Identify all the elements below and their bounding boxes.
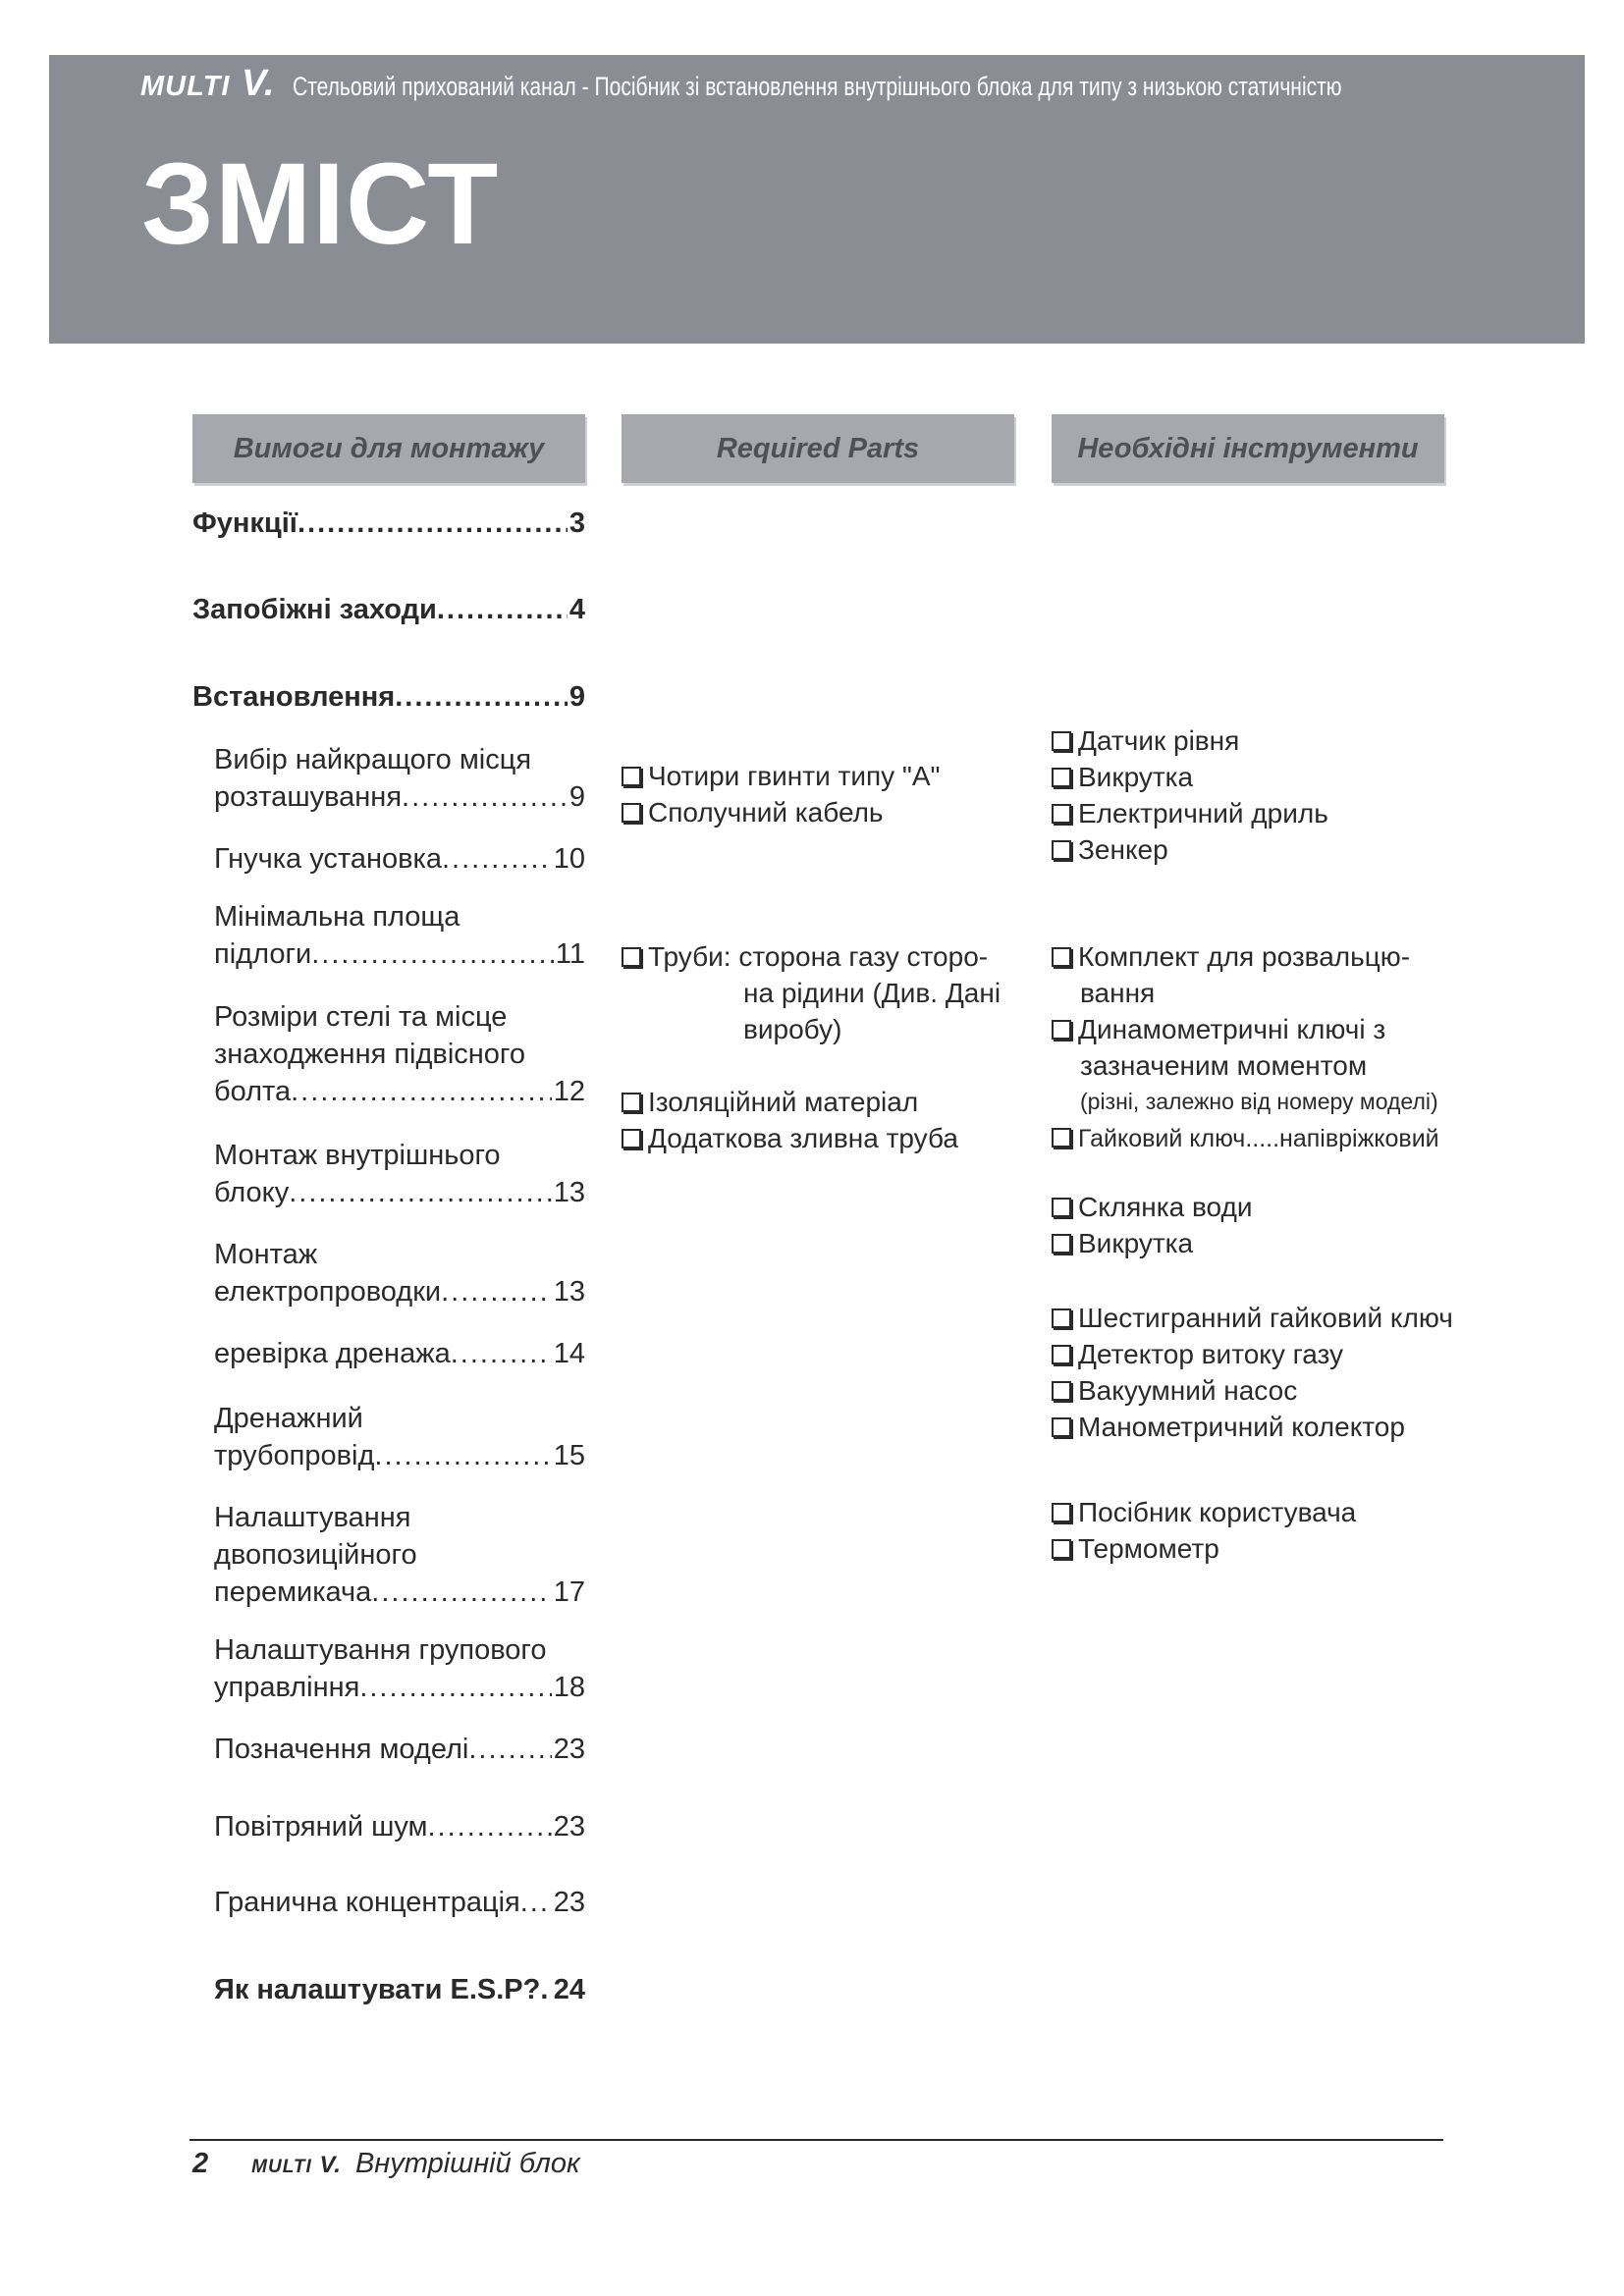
toc-entry-safety-precautions[interactable]: Запобіжні заходи ..... 4 bbox=[192, 591, 585, 628]
multi-v-logo: MULTI V. bbox=[140, 63, 276, 104]
checkbox-icon bbox=[622, 803, 641, 823]
checkbox-icon bbox=[1052, 1020, 1071, 1040]
part-item: Ізоляційний матеріал bbox=[622, 1084, 918, 1120]
toc-entry-model-designation[interactable]: Позначення моделі ..... 23 bbox=[214, 1731, 585, 1768]
checkbox-icon bbox=[1052, 1539, 1071, 1559]
header-brand-line bbox=[140, 63, 1624, 105]
tool-item: Посібник користувача bbox=[1052, 1494, 1356, 1530]
toc-entry-dip-switch[interactable]: Налаштування двопозиційного перемикача ..... 17 bbox=[214, 1499, 585, 1611]
column-heading-tools: Необхідні інструменти bbox=[1052, 414, 1444, 483]
column-heading-requirements: Вимоги для монтажу bbox=[192, 414, 585, 483]
tool-item: Термометр bbox=[1052, 1530, 1219, 1567]
page-title: ЗМІСТ bbox=[141, 139, 500, 269]
tool-item: Викрутка bbox=[1052, 759, 1193, 795]
column-heading-required-parts: Required Parts bbox=[622, 414, 1014, 483]
part-item: Сполучний кабель bbox=[622, 794, 884, 830]
checkbox-icon bbox=[622, 1093, 641, 1112]
checkbox-icon bbox=[1052, 840, 1071, 860]
toc-entry-drain-check[interactable]: еревірка дренажа ..... 14 bbox=[214, 1335, 585, 1372]
toc-entry-ceiling-dimensions[interactable]: Розміри стелі та місце знаходження підвісного болта ..... 12 bbox=[214, 998, 585, 1110]
toc-entry-esp-setting[interactable]: Як налаштувати E.S.P? ..... 24 bbox=[214, 1971, 585, 2008]
checkbox-icon bbox=[1052, 1381, 1071, 1401]
toc-entry-group-control[interactable]: Налаштування групового управління ..... 18 bbox=[214, 1631, 585, 1706]
tool-item: Комплект для розвальцю- вання bbox=[1052, 938, 1410, 1011]
part-item: Труби: сторона газу сторо- на рідини (Див. Дані виробу) bbox=[622, 938, 1001, 1047]
tool-item: Склянка води bbox=[1052, 1189, 1252, 1225]
footer-logo: MULTI V. bbox=[251, 2152, 342, 2178]
toc-entry-wiring[interactable]: Монтаж електропроводки ..... 13 bbox=[214, 1236, 585, 1310]
checkbox-icon bbox=[1052, 1128, 1071, 1148]
tool-item: Датчик рівня bbox=[1052, 722, 1239, 759]
tool-item: Шестигранний гайковий ключ bbox=[1052, 1300, 1453, 1336]
tool-item: Гайковий ключ.....напівріжковий bbox=[1052, 1119, 1439, 1157]
checkbox-icon bbox=[1052, 804, 1071, 824]
page-number: 2 bbox=[192, 2148, 209, 2179]
part-item: Чотири гвинти типу "A" bbox=[622, 758, 940, 794]
toc-entry-best-location[interactable]: Вибір найкращого місця розташування ..... 9 bbox=[214, 741, 585, 816]
checkbox-icon bbox=[1052, 947, 1071, 967]
checkbox-icon bbox=[622, 767, 641, 786]
toc-entry-minimum-floor-area[interactable]: Мінімальна площа підлоги ..... 11 bbox=[214, 898, 585, 973]
checkbox-icon bbox=[622, 947, 641, 967]
toc-entry-drain-piping[interactable]: Дренажний трубопровід ..... 15 bbox=[214, 1400, 585, 1474]
toc-entry-functions[interactable]: Функції ..... 3 bbox=[192, 505, 585, 542]
checkbox-icon bbox=[1052, 1345, 1071, 1364]
checkbox-icon bbox=[1052, 731, 1071, 751]
tool-item: Зенкер bbox=[1052, 831, 1168, 868]
checkbox-icon bbox=[1052, 1234, 1071, 1254]
tool-item: Детектор витоку газу bbox=[1052, 1336, 1343, 1372]
checkbox-icon bbox=[1052, 1198, 1071, 1217]
checkbox-icon bbox=[1052, 1308, 1071, 1328]
toc-entry-airborne-noise[interactable]: Повітряний шум ..... 23 bbox=[214, 1808, 585, 1845]
footer-text: Внутрішній блок bbox=[354, 2148, 580, 2179]
footer-divider bbox=[189, 2139, 1443, 2141]
document-subtitle: Стельовий прихований канал - Посібник зі встановлення внутрішнього блока для типу з низькою статичністю bbox=[293, 72, 1343, 101]
tool-item: Динамометричні ключі з зазначеним моментом (різні, залежно від номеру моделі) bbox=[1052, 1011, 1438, 1120]
checkbox-icon bbox=[1052, 1417, 1071, 1437]
checkbox-icon bbox=[622, 1129, 641, 1148]
toc-entry-indoor-unit-mounting[interactable]: Монтаж внутрішнього блоку ..... 13 bbox=[214, 1137, 585, 1211]
tool-item: Викрутка bbox=[1052, 1225, 1193, 1261]
toc-entry-flexible-installation[interactable]: Гнучка установка ..... 10 bbox=[214, 840, 585, 878]
checkbox-icon bbox=[1052, 768, 1071, 787]
checkbox-icon bbox=[1052, 1503, 1071, 1522]
tool-item: Електричний дриль bbox=[1052, 795, 1328, 831]
page-footer bbox=[192, 2148, 580, 2180]
tool-item: Манометричний колектор bbox=[1052, 1409, 1405, 1445]
tool-item: Вакуумний насос bbox=[1052, 1372, 1297, 1409]
toc-entry-installation[interactable]: Встановлення ..... 9 bbox=[192, 678, 585, 716]
toc-entry-limit-concentration[interactable]: Гранична концентрація ..... 23 bbox=[214, 1884, 585, 1921]
part-item: Додаткова зливна труба bbox=[622, 1120, 958, 1156]
